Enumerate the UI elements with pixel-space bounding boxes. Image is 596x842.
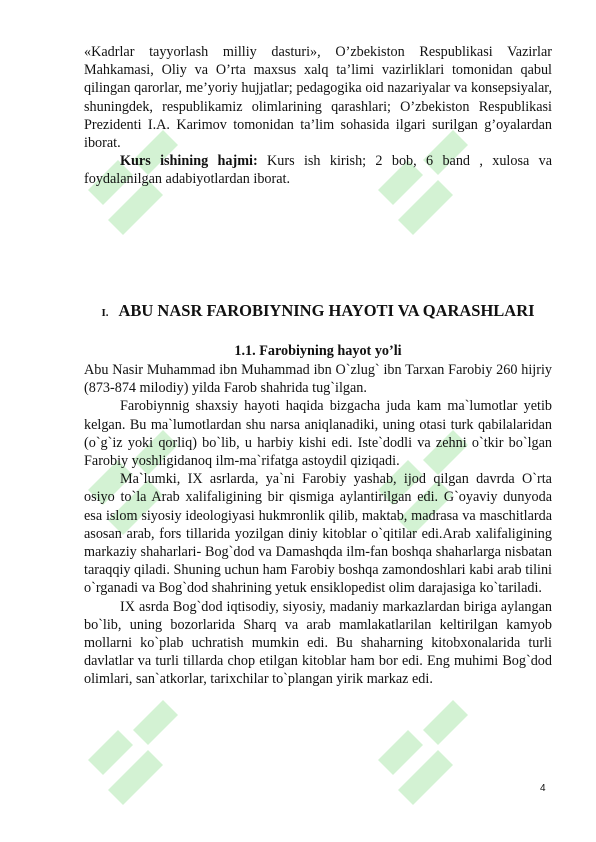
body-paragraph: Farobiynnig shaxsiy hayoti haqida bizgacha juda kam ma`lumotlar yetib kelgan. Bu ma`lumotlardan shu narsa aniqlanadiki, uning otasi turk qabilalaridan (o`g`iz yoki qorliq) bo`lib, u harbiy kishi edi. Iste`dodli va zehni o`tkir bo`lgan Farobiy yoshligidanoq ilm-ma`rifatga astoydil qiziqadi.	[84, 398, 552, 470]
intro-paragraph: «Kadrlar tayyorlash milliy dasturi», O’zbekiston Respublikasi Vazirlar Mahkamasi, Oliy va O’rta maxsus xalq ta’limi vazirliklari tomonidan qabul qilingan qarorlar, me’yoriy hujjatlar; pedagogika oid nazariyalar va konsepsiyalar, shuningdek, respublikamiz olimlarining qarashlari; O’zbekiston Respublikasi Prezidenti I.A. Karimov tomonidan ta’lim sohasida ilgari surilgan g’oyalardan iborat.	[84, 44, 552, 152]
body-section	[84, 361, 552, 689]
page-number: 4	[540, 783, 546, 794]
section-heading: 1.1. Farobiyning hayot yo’li	[234, 343, 402, 359]
watermark-logo-icon	[78, 690, 198, 820]
course-volume-label: Kurs ishining hajmi:	[120, 153, 258, 170]
intro-section	[84, 43, 552, 189]
body-paragraph: Abu Nasir Muhammad ibn Muhammad ibn O`zlug` ibn Tarxan Farobiy 260 hijriy (873-874 milodiy) yilda Farob shahrida tug`ilgan.	[84, 362, 552, 397]
course-volume-paragraph	[84, 152, 552, 188]
watermark-logo-icon	[368, 690, 488, 820]
chapter-title: ABU NASR FAROBIYNING HAYOTI VA QARASHLARI	[118, 301, 535, 320]
chapter-heading	[84, 301, 552, 323]
body-paragraph: IX asrda Bog`dod iqtisodiy, siyosiy, madaniy markazlardan biriga aylangan bo`lib, uning bozorlarida Sharq va arab mamlakatlarilan keltirilgan kamyob mollarni ko`plab uchratish mumkin edi. Bu shaharning kitobxonalarida turli davlatlar va turli tillarda chop etilgan kitoblar ham bor edi. Eng muhimi Bog`dod olimlari, san`atkorlar, tarixchilar to`plangan yirik markaz edi.	[84, 598, 552, 688]
chapter-number: I.	[101, 307, 109, 319]
course-volume-text: Kurs ish kirish; 2 bob, 6 band , xulosa va foydalanilgan adabiyotlardan iborat.	[84, 153, 552, 188]
body-paragraph: Ma`lumki, IX asrlarda, ya`ni Farobiy yashab, ijod qilgan davrda O`rta osiyo to`la Arab xalifaligining bir qismiga aylantirilgan edi. G`oyaviy dunyoda esa islom siyosiy ideologiyasi hukmronlik qilib, maktab, madrasa va maschitlarda asosan arab, fors tillarida yozilgan diniy kitoblar o`qitilar edi.Arab xalifaligining markaziy shaharlari- Bog`dod va Damashqda ilm-fan boshqa shaharlarga nisbatan taraqqiy qiladi. Shuning uchun ham Farobiy boshqa zamondoshlari kabi arab tilini o`rganadi va Bog`dod shahrining yetuk ensiklopedist olim darajasiga ko`tariladi.	[84, 471, 552, 597]
